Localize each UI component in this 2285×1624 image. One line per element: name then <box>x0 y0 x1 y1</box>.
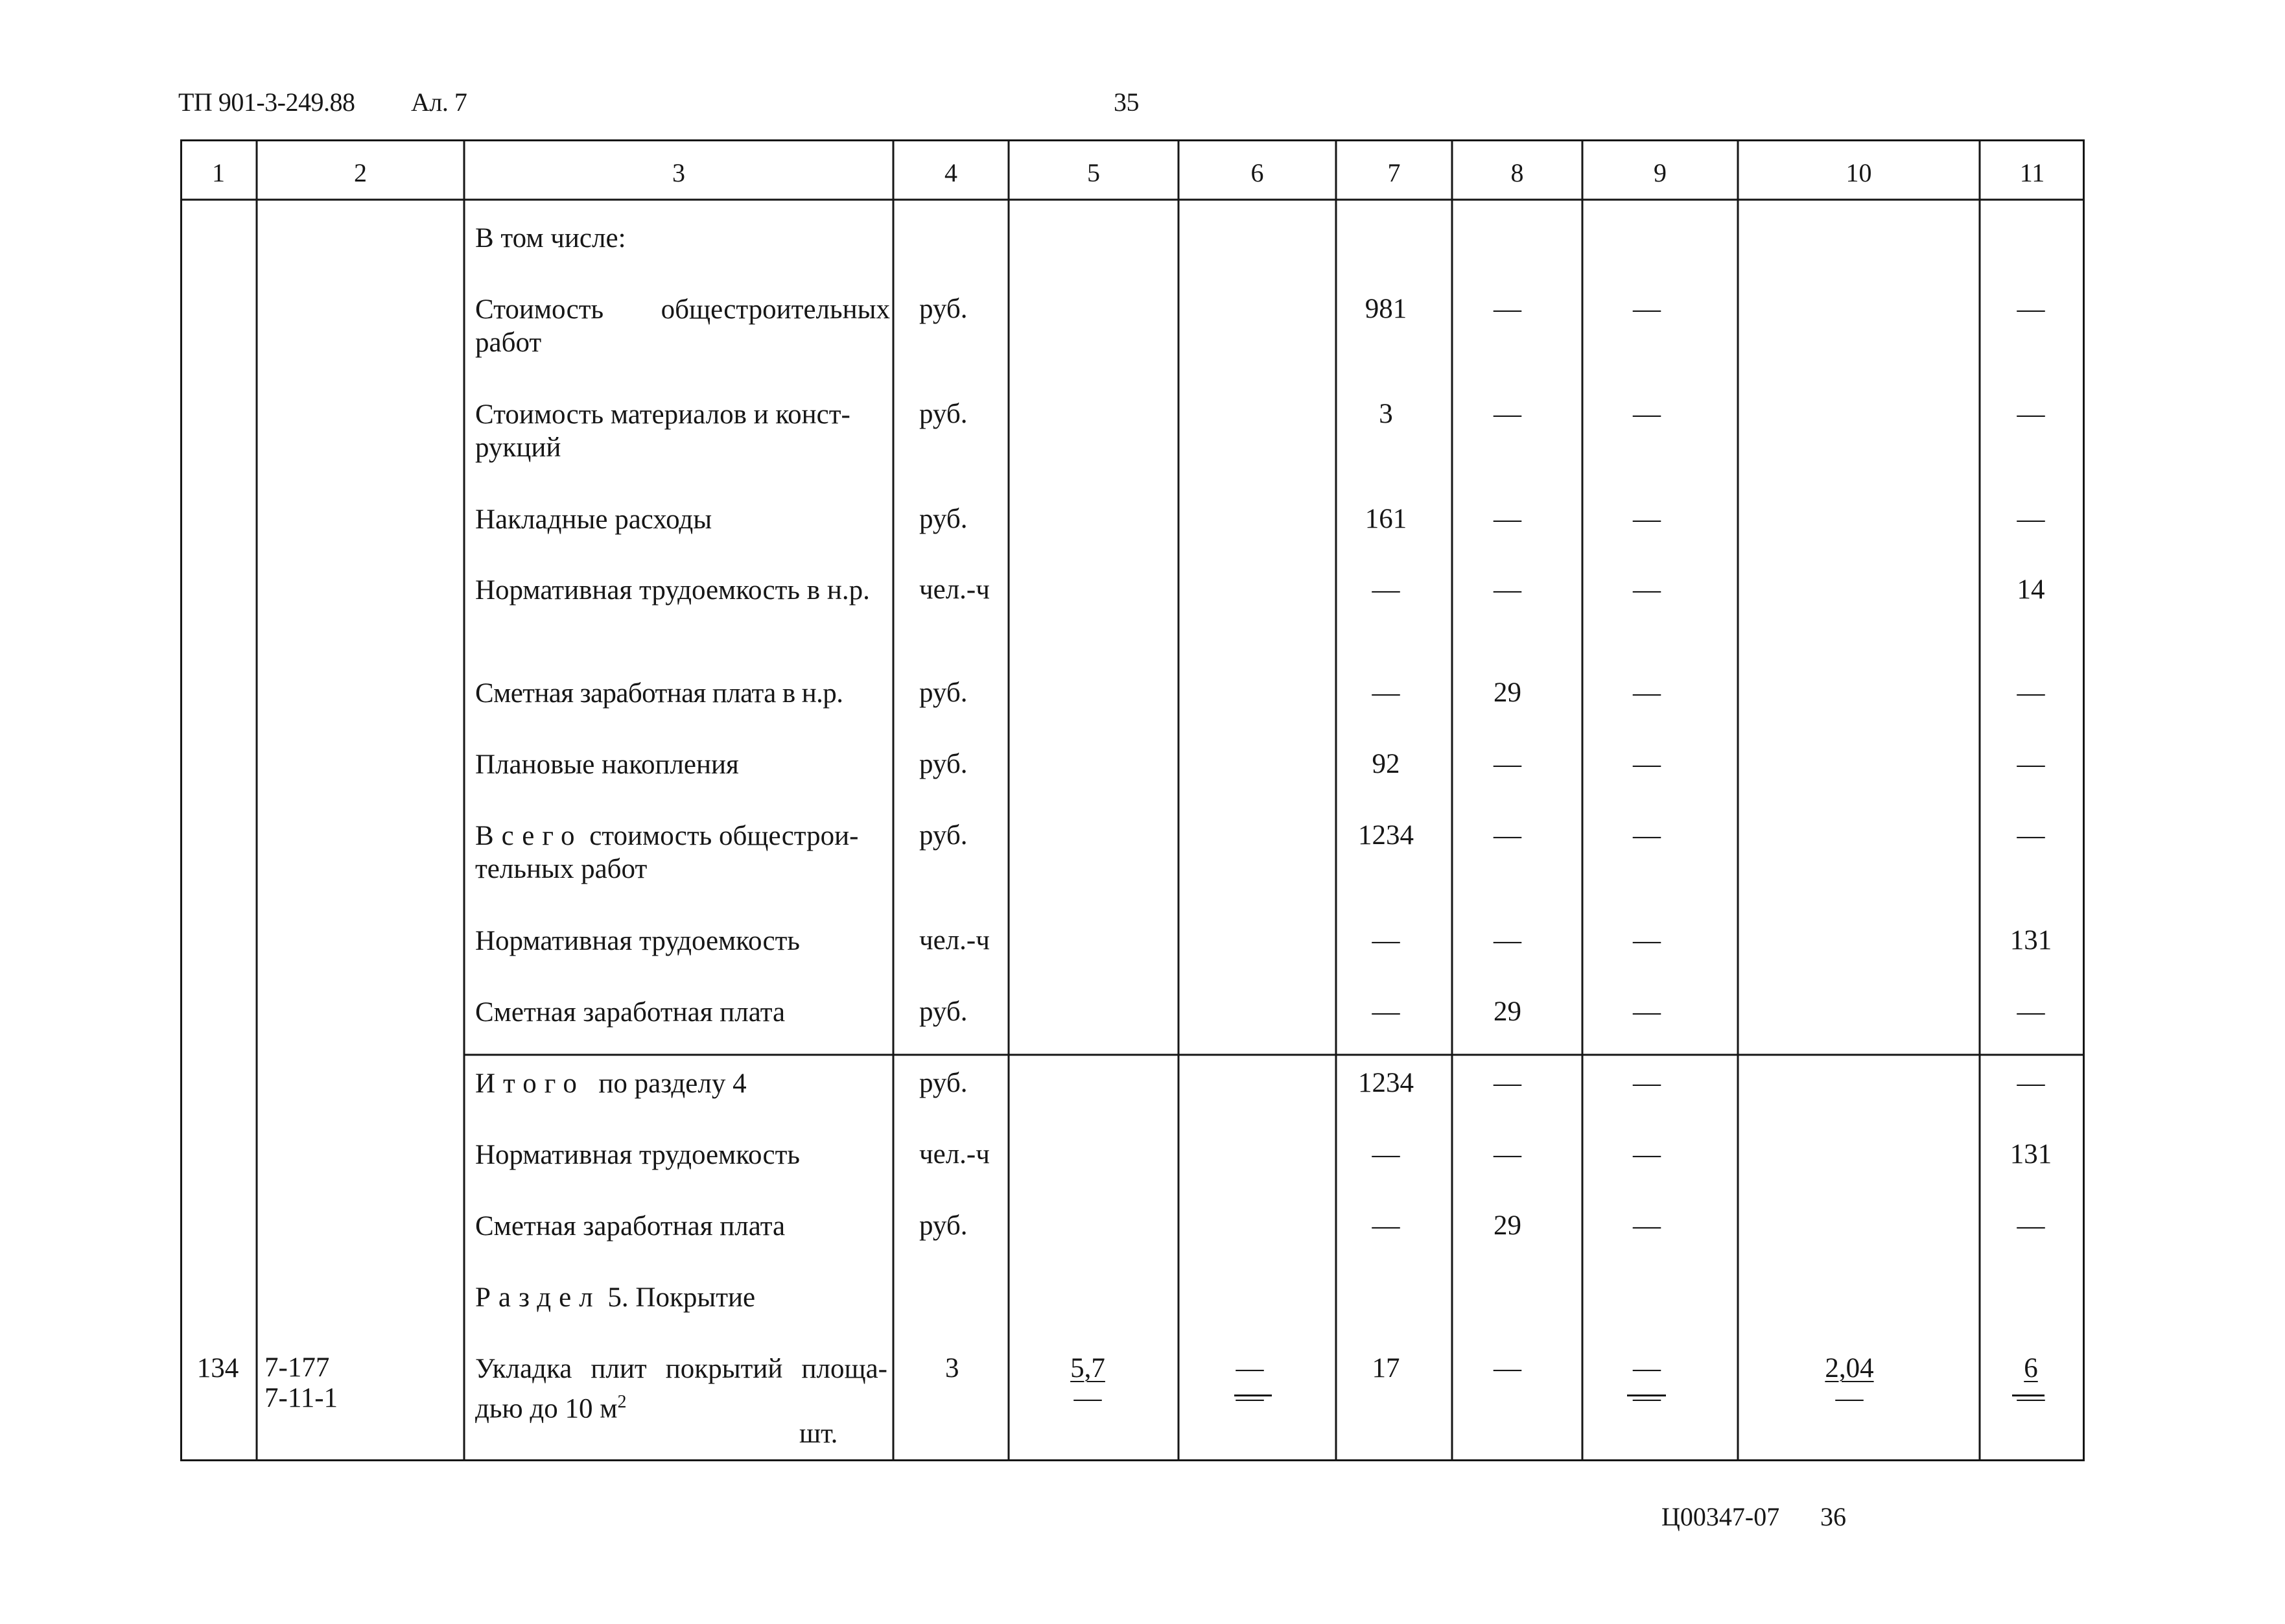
col-number-8: 8 <box>1510 158 1524 187</box>
row-section-labor-col7: — <box>1372 1139 1400 1170</box>
section-5-spaced-word: Раздел <box>475 1282 601 1313</box>
row-general-works-col11: — <box>2017 294 2045 324</box>
row-labor-overhead-col9: — <box>1633 574 1661 605</box>
col-number-2: 2 <box>354 158 367 187</box>
row-overhead-col9: — <box>1633 504 1661 534</box>
row-including-label: В том числе: <box>475 223 626 253</box>
row-labor-overhead-unit: чел.-ч <box>919 574 990 605</box>
row-labor-unit: чел.-ч <box>919 925 990 956</box>
row-section-labor-col9: — <box>1633 1139 1661 1170</box>
item-134-col6-lower: — <box>1236 1383 1264 1413</box>
row-total-works-col8: — <box>1494 820 1521 851</box>
row-section-wage-unit: руб. <box>919 1210 968 1241</box>
row-wage-overhead-col11: — <box>2017 677 2045 708</box>
row-wage-overhead-name: Сметная заработная плата в н.р. <box>475 678 843 709</box>
item-134-col11-upper-text: 6 <box>2024 1353 2038 1383</box>
item-134-col11-upper <box>1982 1352 2080 1384</box>
row-total-works-rest: стоимость общестрои-тельных работ <box>475 821 859 884</box>
footer-code: Ц00347-07 <box>1661 1502 1780 1531</box>
row-savings-name: Плановые накопления <box>475 749 739 780</box>
row-materials-unit: руб. <box>919 399 968 429</box>
item-134-number: 134 <box>196 1353 239 1383</box>
section-5-rest: 5. Покрытие <box>600 1282 756 1313</box>
row-total-works-spaced-word: Всего <box>475 821 583 851</box>
row-materials-col7: 3 <box>1379 399 1393 429</box>
table-grid <box>180 139 2085 1461</box>
item-134-col10-lower: — <box>1835 1383 1864 1413</box>
row-wage-name: Сметная заработная плата <box>475 997 786 1028</box>
row-section-total-spaced-word: Итого <box>475 1068 585 1099</box>
row-section-total-col8: — <box>1494 1068 1521 1098</box>
row-overhead-unit: руб. <box>919 504 968 534</box>
item-134-name-superscript: 2 <box>617 1392 627 1412</box>
col-number-4: 4 <box>944 158 957 187</box>
item-134-col8: — <box>1494 1353 1521 1383</box>
row-wage-col11: — <box>2017 996 2045 1027</box>
item-134-col6-upper: — <box>1236 1353 1264 1383</box>
row-materials-col8: — <box>1494 399 1521 429</box>
row-labor-col8: — <box>1494 925 1521 956</box>
item-134-col10-upper-text: 2,04 <box>1825 1353 1874 1383</box>
row-total-works-name <box>475 819 890 886</box>
row-total-works-col11: — <box>2017 820 2045 851</box>
item-134-name-unit: шт. <box>799 1418 838 1449</box>
row-section-wage-col8: 29 <box>1494 1210 1521 1241</box>
item-134-col9-upper: — <box>1633 1353 1661 1383</box>
item-134-code-2: 7-11-1 <box>264 1383 338 1413</box>
document-code: ТП 901-3-249.88 <box>178 88 355 117</box>
row-section-labor-name: Нормативная трудоемкость <box>475 1140 801 1170</box>
page-number: 35 <box>1114 88 1139 117</box>
row-total-works-col7: 1234 <box>1358 820 1414 851</box>
row-wage-overhead-col8: 29 <box>1494 677 1521 708</box>
row-section-labor-unit: чел.-ч <box>919 1139 990 1170</box>
row-section-labor-col8: — <box>1494 1139 1521 1170</box>
col-number-5: 5 <box>1087 158 1100 187</box>
col-number-10: 10 <box>1846 158 1872 187</box>
row-total-works-col9: — <box>1633 820 1661 851</box>
item-134-col9-lower: — <box>1633 1383 1661 1413</box>
row-general-works-col7: 981 <box>1365 294 1407 324</box>
row-total-works-unit: руб. <box>919 820 968 851</box>
row-overhead-col7: 161 <box>1365 504 1407 534</box>
section-5-heading <box>475 1281 890 1314</box>
row-wage-overhead-col9: — <box>1633 677 1661 708</box>
album-number: Ал. 7 <box>411 88 467 117</box>
row-section-total-col7: 1234 <box>1358 1068 1414 1098</box>
col-number-7: 7 <box>1387 158 1401 187</box>
row-savings-col8: — <box>1494 749 1521 779</box>
item-134-code-1: 7-177 <box>264 1352 330 1383</box>
row-labor-overhead-name: Нормативная трудоемкость в н.р. <box>475 575 870 606</box>
row-labor-name: Нормативная трудоемкость <box>475 926 801 956</box>
row-general-works-col8: — <box>1494 294 1521 324</box>
row-general-works-col9: — <box>1633 294 1661 324</box>
col-number-3: 3 <box>672 158 685 187</box>
row-labor-overhead-col7: — <box>1372 574 1400 605</box>
row-section-total-unit: руб. <box>919 1068 968 1098</box>
col-number-6: 6 <box>1250 158 1264 187</box>
row-section-total-rest: по разделу 4 <box>584 1068 747 1099</box>
item-134-col10-upper <box>1749 1352 1950 1384</box>
row-section-labor-col11: 131 <box>2010 1139 2052 1170</box>
row-section-wage-col7: — <box>1372 1210 1400 1241</box>
item-134-name-text: Укладка плит покрытий площа-дью до 10 м <box>475 1354 887 1424</box>
row-materials-col9: — <box>1633 399 1661 429</box>
row-labor-col7: — <box>1372 925 1400 956</box>
row-labor-overhead-col8: — <box>1494 574 1521 605</box>
item-134-col5-upper <box>1023 1352 1153 1384</box>
row-section-wage-col11: — <box>2017 1210 2045 1241</box>
row-section-wage-col9: — <box>1633 1210 1661 1241</box>
item-134-col4: 3 <box>945 1353 959 1383</box>
row-wage-col8: 29 <box>1494 996 1521 1027</box>
row-overhead-name: Накладные расходы <box>475 504 712 535</box>
row-labor-col9: — <box>1633 925 1661 956</box>
item-134-name <box>475 1352 887 1425</box>
row-labor-col11: 131 <box>2010 925 2052 956</box>
col-number-9: 9 <box>1654 158 1667 187</box>
row-savings-col7: 92 <box>1372 749 1400 779</box>
row-overhead-col11: — <box>2017 504 2045 534</box>
row-general-works-name: Стоимость общестроительных работ <box>475 294 890 358</box>
row-wage-col7: — <box>1372 996 1400 1027</box>
row-section-total-col11: — <box>2017 1068 2045 1098</box>
row-savings-unit: руб. <box>919 749 968 779</box>
row-general-works-unit: руб. <box>919 294 968 324</box>
row-section-total-col9: — <box>1633 1068 1661 1098</box>
estimate-table <box>180 139 2085 1461</box>
col-number-11: 11 <box>2019 158 2045 187</box>
row-savings-col9: — <box>1633 749 1661 779</box>
footer-page-number: 36 <box>1820 1502 1846 1531</box>
row-materials-name: Стоимость материалов и конст-рукций <box>475 399 850 463</box>
row-wage-col9: — <box>1633 996 1661 1027</box>
item-134-col7: 17 <box>1372 1353 1400 1383</box>
row-savings-col11: — <box>2017 749 2045 779</box>
item-134-col11-lower: — <box>2017 1383 2045 1413</box>
col-number-1: 1 <box>212 158 225 187</box>
row-section-wage-name: Сметная заработная плата <box>475 1211 786 1242</box>
row-overhead-col8: — <box>1494 504 1521 534</box>
item-134-col5-lower: — <box>1073 1383 1102 1413</box>
row-wage-overhead-unit: руб. <box>919 677 968 708</box>
row-labor-overhead-col11: 14 <box>2017 574 2045 605</box>
item-134-col5-upper-text: 5,7 <box>1070 1353 1105 1383</box>
row-wage-overhead-col7: — <box>1372 677 1400 708</box>
row-section-total-name <box>475 1067 890 1100</box>
row-wage-unit: руб. <box>919 996 968 1027</box>
row-materials-col11: — <box>2017 399 2045 429</box>
